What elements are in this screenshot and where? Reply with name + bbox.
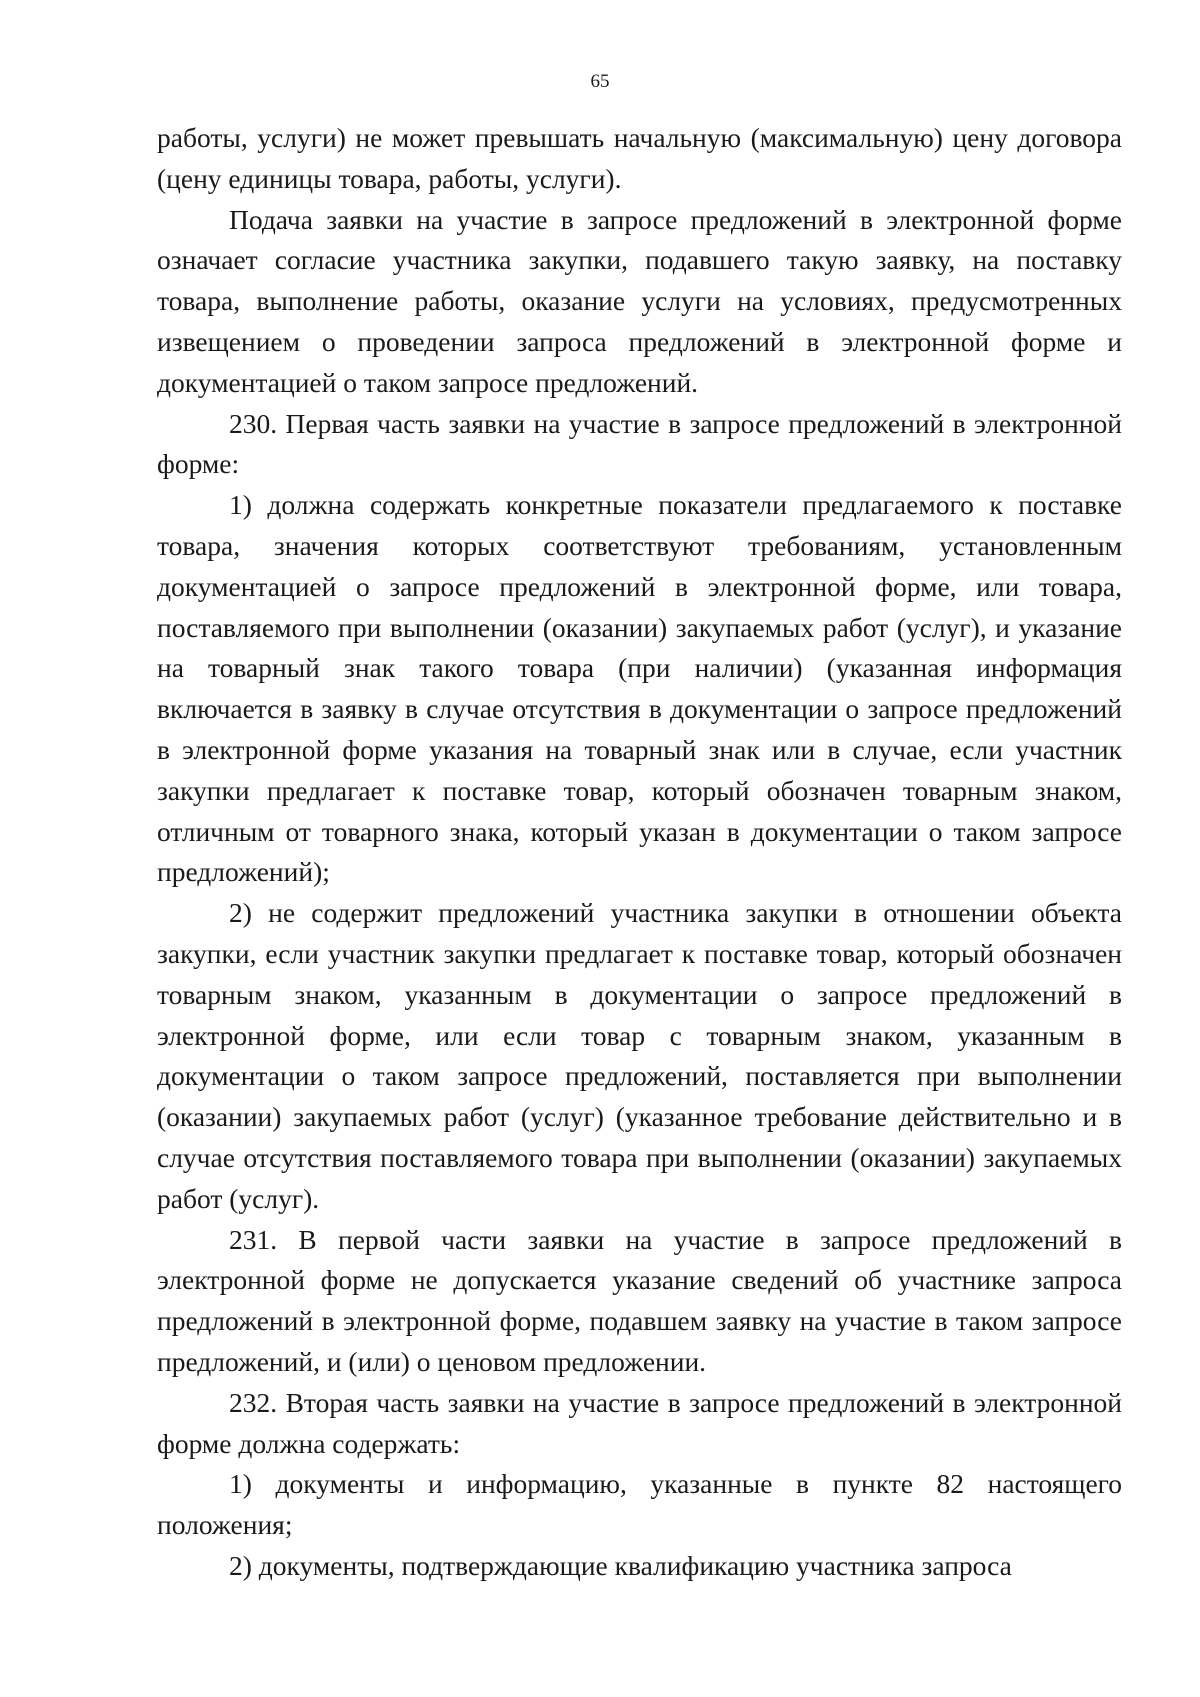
page-number: 65 <box>590 71 610 92</box>
paragraph: 2) не содержит предложений участника закупки в отношении объекта закупки, если участник закупки предлагает к поставке товар, который обозначен товарным знаком, указанным в документации о запросе предложений в электронной форме, или если товар с товарным знаком, указанным в документации о таком запросе предложений, поставляется при выполнении (оказании) закупаемых работ (услуг) (указанное требование действительно и в случае отсутствия поставляемого товара при выполнении (оказании) закупаемых работ (услуг). <box>157 897 1122 1214</box>
paragraph: 1) документы и информацию, указанные в пункте 82 настоящего положения; <box>157 1468 1122 1541</box>
paragraph: 231. В первой части заявки на участие в запросе предложений в электронной форме не допускается указание сведений об участнике запроса предложений в электронной форме, подавшем заявку на участие в таком запросе предложений, и (или) о ценовом предложении. <box>157 1223 1122 1377</box>
paragraph: Подача заявки на участие в запросе предложений в электронной форме означает согласие участника закупки, подавшего такую заявку, на поставку товара, выполнение работы, оказание услуги на условиях, предусмотренных извещением о проведении запроса предложений в электронной форме и документацией о таком запросе предложений. <box>157 203 1122 398</box>
paragraph: 2) документы, подтверждающие квалификацию участника запроса <box>229 1549 1012 1581</box>
paragraph: 230. Первая часть заявки на участие в запросе предложений в электронной форме: <box>157 407 1122 480</box>
paragraph: работы, услуги) не может превышать начальную (максимальную) цену договора (цену единицы товара, работы, услуги). <box>157 122 1122 194</box>
document-body <box>157 118 1122 1587</box>
paragraph: 1) должна содержать конкретные показатели предлагаемого к поставке товара, значения которых соответствуют требованиям, установленным документацией о запросе предложений в электронной форме, или товара, поставляемого при выполнении (оказании) закупаемых работ (услуг), и указание на товарный знак такого товара (при наличии) (указанная информация включается в заявку в случае отсутствия в документации о запросе предложений в электронной форме указания на товарный знак или в случае, если участник закупки предлагает к поставке товар, который обозначен товарным знаком, отличным от товарного знака, который указан в документации о таком запросе предложений); <box>157 489 1122 888</box>
paragraph: 232. Вторая часть заявки на участие в запросе предложений в электронной форме должна содержать: <box>157 1386 1122 1459</box>
